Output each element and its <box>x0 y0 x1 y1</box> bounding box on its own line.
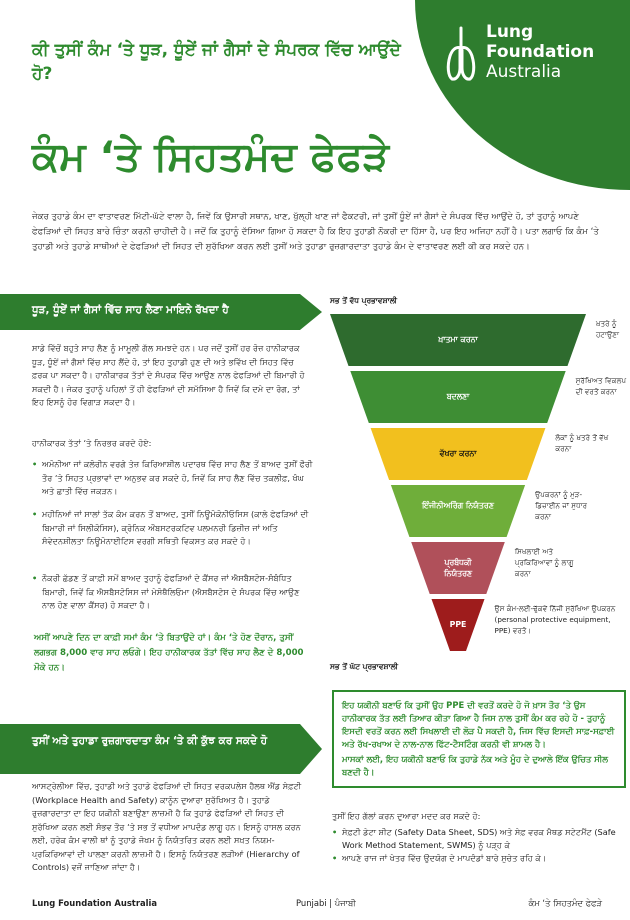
pyramid-tier-note: ਸੁਰੱਖਿਅਤ ਵਿਕਲਪ ਦੀ ਵਰਤੋਂ ਕਰਨਾ <box>575 376 627 396</box>
pyramid-tier-label: ਇੰਜੀਨੀਅਰਿੰਗ ਨਿਯੰਤਰਣ <box>422 501 494 510</box>
ppe-callout-text: ਇਹ ਯਕੀਨੀ ਬਣਾਓ ਕਿ ਤੁਸੀਂ ਉਹ PPE ਦੀ ਵਰਤੋਂ ਕਰਦੇ ਹੋ ਜੋ ਖ਼ਾਸ ਤੌਰ ‘ਤੇ ਉਸ ਹਾਨੀਕਾਰਕ ਤੱਤ ਲਈ ਤਿਆਰ ਕੀਤਾ ਗਿਆ ਹੈ ਜਿਸ ਨਾਲ ਤੁਸੀਂ ਕੰਮ ਕਰ ਰਹੇ ਹੋ - ਤੁਹਾਨੂੰ ਇਸਦੀ ਵਰਤੋਂ ਕਰਨ ਲਈ ਸਿਖਲਾਈ ਦੀ ਲੋੜ ਪੈ ਸਕਦੀ ਹੈ, ਜਿਸ ਵਿੱਚ ਇਸਦੀ ਸਾਫ਼-ਸਫ਼ਾਈ ਅਤੇ ਰੱਖ-ਰਖਾਅ ਦੇ ਨਾਲ-ਨਾਲ ਫਿੱਟ-ਟੈਸਟਿੰਗ ਕਰਨੀ ਵੀ ਸ਼ਾਮਲ ਹੈ। <box>342 700 615 749</box>
list-item: • ਆਪਣੇ ਰਾਜ ਜਾਂ ਖੇਤਰ ਵਿੱਚ ਉਦਯੋਗ ਦੇ ਮਾਪਦੰਡਾਂ ਬਾਰੇ ਸੁਚੇਤ ਰਹਿ ਕੇ। <box>332 852 622 865</box>
pyramid-tier-note: ਸਿਖਲਾਈ ਅਤੇ ਪ੍ਰਕਿਰਿਆਵਾਂ ਨੂੰ ਲਾਗੂ ਕਰਨਾ <box>514 547 574 578</box>
pyramid-tier-note: ਲੋਕਾਂ ਨੂੰ ਖ਼ਤਰੇ ਤੋਂ ਵੱਖ ਕਰਨਾ <box>555 433 609 453</box>
page-footer <box>0 890 630 920</box>
pyramid-tier-label: PPE <box>449 620 467 629</box>
highlight-callout: ਅਸੀਂ ਆਪਣੇ ਦਿਨ ਦਾ ਕਾਫ਼ੀ ਸਮਾਂ ਕੰਮ ‘ਤੇ ਬਿਤਾਉਂਦੇ ਹਾਂ। ਕੰਮ ‘ਤੇ ਹੋਣ ਦੌਰਾਨ, ਤੁਸੀਂ ਲਗਭਗ 8,000 ਵਾਰ ਸਾਹ ਲਓਗੇ। ਇਹ ਹਾਨੀਕਾਰਕ ਤੱਤਾਂ ਵਿੱਚ ਸਾਹ ਲੈਣ ਦੇ 8,000 ਮੌਕੇ ਹਨ। <box>34 633 304 673</box>
lung-foundation-logo <box>442 22 612 92</box>
pyramid-tier <box>391 485 525 537</box>
hierarchy-of-controls-pyramid <box>330 296 628 676</box>
footer-doc-title: ਕੰਮ ‘ਤੇ ਸਿਹਤਮੰਦ ਫੇਫੜੇ <box>528 898 602 908</box>
intro-paragraph: ਜੇਕਰ ਤੁਹਾਡੇ ਕੰਮ ਦਾ ਵਾਤਾਵਰਣ ਮਿੱਟੀ-ਘੱਟੇ ਵਾਲਾ ਹੈ, ਜਿਵੇਂ ਕਿ ਉਸਾਰੀ ਸਥਾਨ, ਖਾਣ, ਖੁੱਲ੍ਹੀ ਖਾਣ ਜਾਂ ਫੈਕਟਰੀ, ਜਾਂ ਤੁਸੀਂ ਧੂੰਏਂ ਜਾਂ ਗੈਸਾਂ ਦੇ ਸੰਪਰਕ ਵਿੱਚ ਆਉਂਦੇ ਹੋ, ਤਾਂ ਤੁਹਾਨੂੰ ਆਪਣੇ ਫੇਫੜਿਆਂ ਦੀ ਸਿਹਤ ਬਾਰੇ ਚਿੰਤਾ ਕਰਨੀ ਚਾਹੀਦੀ ਹੈ। ਜਦੋਂ ਕਿ ਤੁਹਾਨੂੰ ਦੱਸਿਆ ਗਿਆ ਹੋ ਸਕਦਾ ਹੈ ਕਿ ਇਹ ਤੁਹਾਡੀ ਨੌਕਰੀ ਦਾ ਹਿੱਸਾ ਹੈ, ਪਰ ਇਹ ਅਜਿਹਾ ਨਹੀਂ ਹੈ। ਪਤਾ ਲਗਾਓ ਕਿ ਕੰਮ ‘ਤੇ ਤੁਹਾਡੀ ਅਤੇ ਤੁਹਾਡੇ ਸਾਥੀਆਂ ਦੇ ਫੇਫੜਿਆਂ ਦੀ ਸਿਹਤ ਦੀ ਸੁਰੱਖਿਆ ਕਰਨ ਲਈ ਤੁਸੀਂ ਅਤੇ ਤੁਹਾਡਾ ਰੁਜ਼ਗਾਰਦਾਤਾ ਤੁਹਾਡੇ ਕੰਮ ਦੇ ਵਾਤਾਵਰਣ ਲਈ ਕੀ ਕਰ ਸਕਦੇ ਹਨ। <box>32 212 599 252</box>
logo-line-3: Australia <box>486 62 562 82</box>
section-heading-breathing: ਧੂੜ, ਧੂੰਏਂ ਜਾਂ ਗੈਸਾਂ ਵਿੱਚ ਸਾਹ ਲੈਣਾ ਮਾਇਨੇ ਰੱਖਦਾ ਹੈ <box>0 294 300 330</box>
section-heading-what-you-can-do: ਤੁਸੀਂ ਅਤੇ ਤੁਹਾਡਾ ਰੁਜ਼ਗਾਰਦਾਤਾ ਕੰਮ ‘ਤੇ ਕੀ ਕੁੱਝ ਕਰ ਸਕਦੇ ਹੋ <box>0 724 300 774</box>
logo-text <box>486 22 594 82</box>
pyramid-tier-label: ਖ਼ਾਤਮਾ ਕਰਨਾ <box>438 335 478 344</box>
list-item: • ਅਮੋਨੀਆ ਜਾਂ ਕਲੋਰੀਨ ਵਰਗੇ ਤੇਜ਼ ਕਿਰਿਆਸ਼ੀਲ ਪਦਾਰਥ ਵਿੱਚ ਸਾਹ ਲੈਣ ਤੋਂ ਬਾਅਦ ਤੁਸੀਂ ਫੌਰੀ ਤੌਰ ‘ਤੇ ਸਿਹਤ ਪ੍ਰਭਾਵਾਂ ਦਾ ਅਨੁਭਵ ਕਰ ਸਕਦੇ ਹੋ, ਜਿਵੇਂ ਕਿ ਸਾਹ ਲੈਣ ਵਿੱਚ ਤਕਲੀਫ਼, ਖੰਘ ਅਤੇ ਛਾਤੀ ਵਿੱਚ ਜਕੜਨ। <box>32 458 314 499</box>
pyramid-bottom-label: ਸਭ ਤੋਂ ਘੱਟ ਪ੍ਰਭਾਵਸ਼ਾਲੀ <box>330 662 399 671</box>
header-question: ਕੀ ਤੁਸੀਂ ਕੰਮ ‘ਤੇ ਧੂੜ, ਧੂੰਏਂ ਜਾਂ ਗੈਸਾਂ ਦੇ ਸੰਪਰਕ ਵਿੱਚ ਆਉਂਦੇ ਹੋ? <box>32 40 401 84</box>
pyramid-tier-note: ਉਪਕਰਨਾਂ ਨੂੰ ਮੁੜ-ਡਿਜ਼ਾਈਨ ਜਾਂ ਸੁਧਾਰ ਕਰਨਾ <box>535 490 588 521</box>
mask-callout-text: ਮਾਸਕਾਂ ਲਈ, ਇਹ ਯਕੀਨੀ ਬਣਾਓ ਕਿ ਤੁਹਾਡੇ ਨੱਕ ਅਤੇ ਮੂੰਹ ਦੇ ਦੁਆਲੇ ਇੱਕ ਉਚਿਤ ਸੀਲ ਬਣਦੀ ਹੈ। <box>342 754 608 777</box>
list-item: • ਮਹੀਨਿਆਂ ਜਾਂ ਸਾਲਾਂ ਤੱਕ ਕੰਮ ਕਰਨ ਤੋਂ ਬਾਅਦ, ਤੁਸੀਂ ਨਿਊਮੋਕੋਨੀਓਸਿਸ (ਕਾਲੇ ਫੇਫੜਿਆਂ ਦੀ ਬਿਮਾਰੀ ਜਾਂ ਸਿਲੀਕੋਸਿਸ), ਕ੍ਰੋਨਿਕ ਔਬਸਟਰਕਟਿਵ ਪਲਮਨਰੀ ਡਿਜ਼ੀਜ਼ ਜਾਂ ਅਤਿ ਸੰਵੇਦਨਸ਼ੀਲਤਾ ਨਿਊਮੋਨਾਈਟਿਸ ਵਰਗੀ ਸਥਿਤੀ ਵਿਕਸਤ ਕਰ ਸਕਦੇ ਹੋ। <box>32 508 314 549</box>
list-item: • ਸੇਫ਼ਟੀ ਡੇਟਾ ਸ਼ੀਟ (Safety Data Sheet, SDS) ਅਤੇ ਸੇਫ਼ ਵਰਕ ਮੈਥਡ ਸਟੇਟਮੈਂਟ (Safe Work Method Statement, SWMS) ਨੂੰ ਪੜ੍ਹ ਕੇ <box>332 826 622 852</box>
pyramid-tier-note: ਉਸ ਕੰਮ-ਲਈ-ਢੁੱਕਵੇਂ ਨਿੱਜੀ ਸੁਰੱਖਿਆ ਉਪਕਰਨ (personal protective equipment, PPE) ਵਰਤੋ। <box>494 604 616 635</box>
page-title: ਕੰਮ ‘ਤੇ ਸਿਹਤਮੰਦ ਫੇਫੜੇ <box>32 134 390 180</box>
section1-lead-in: ਹਾਨੀਕਾਰਕ ਤੱਤਾਂ ‘ਤੇ ਨਿਰਭਰ ਕਰਦੇ ਹੋਏ: <box>32 438 152 448</box>
lungs-icon <box>442 24 480 82</box>
logo-line-2: Foundation <box>486 42 595 62</box>
pyramid-tier-label: ਵੱਖਰਾ ਕਰਨਾ <box>439 449 477 458</box>
pyramid-tier-label: ਬਦਲਣਾ <box>446 392 470 401</box>
list-item: • ਨੌਕਰੀ ਛੱਡਣ ਤੋਂ ਕਾਫ਼ੀ ਸਮੇਂ ਬਾਅਦ ਤੁਹਾਨੂੰ ਫੇਫੜਿਆਂ ਦੇ ਕੈਂਸਰ ਜਾਂ ਐਸਬੈਸਟੋਸ-ਸੰਬੰਧਿਤ ਬਿਮਾਰੀ, ਜਿਵੇਂ ਕਿ ਐਸਬੈਸਟੋਸਿਸ ਜਾਂ ਮੇਸੋਥੈਲਿਓਮਾ (ਐਸਬੈਸਟੋਸ ਦੇ ਸੰਪਰਕ ਵਿੱਚ ਆਉਣ ਨਾਲ ਹੋਣ ਵਾਲਾ ਕੈਂਸਰ) ਹੋ ਸਕਦਾ ਹੈ। <box>32 572 314 613</box>
footer-org: Lung Foundation Australia <box>32 898 157 908</box>
ppe-callout-box <box>332 690 626 788</box>
section2-paragraph: ਆਸਟ੍ਰੇਲੀਆ ਵਿੱਚ, ਤੁਹਾਡੀ ਅਤੇ ਤੁਹਾਡੇ ਫੇਫੜਿਆਂ ਦੀ ਸਿਹਤ ਵਰਕਪਲੇਸ ਹੈਲਥ ਐਂਡ ਸੇਫ਼ਟੀ (Workplace Health and Safety) ਕਾਨੂੰਨ ਦੁਆਰਾ ਸੁਰੱਖਿਅਤ ਹੈ। ਤੁਹਾਡੇ ਰੁਜ਼ਗਾਰਦਾਤਾ ਦਾ ਇਹ ਯਕੀਨੀ ਬਣਾਉਣਾ ਲਾਜ਼ਮੀ ਹੈ ਕਿ ਤੁਹਾਡੇ ਫੇਫੜਿਆਂ ਦੀ ਸਿਹਤ ਦੀ ਸੁਰੱਖਿਆ ਕਰਨ ਲਈ ਸੰਭਵ ਤੌਰ ‘ਤੇ ਸਭ ਤੋਂ ਵਧੀਆ ਮਾਪਦੰਡ ਲਾਗੂ ਹਨ। ਇਸਨੂੰ ਹਾਸਲ ਕਰਨ ਲਈ, ਹਰੇਕ ਕੰਮ ਵਾਲੀ ਥਾਂ ਨੂੰ ਤੁਹਾਡੇ ਜੋਖਮ ਨੂੰ ਨਿਯੰਤਰਿਤ ਕਰਨ ਲਈ ਸਖ਼ਤ ਨਿਯਮ-ਪ੍ਰਕਿਰਿਆਵਾਂ ਦੀ ਪਾਲਣਾ ਕਰਨੀ ਲਾਜ਼ਮੀ ਹੈ। ਇਸਨੂੰ ਨਿਯੰਤਰਣ ਲੜੀਆਂ (Hierarchy of Controls) ਵਜੋਂ ਜਾਣਿਆ ਜਾਂਦਾ ਹੈ। <box>32 781 302 872</box>
footer-language: Punjabi | ਪੰਜਾਬੀ <box>296 898 356 908</box>
help-lead-in: ਤੁਸੀਂ ਇਹ ਗੱਲਾਂ ਕਰਨ ਦੁਆਰਾ ਮਦਦ ਕਰ ਸਕਦੇ ਹੋ: <box>332 811 481 821</box>
pyramid-tier-label: ਪ੍ਰਬੰਧਕੀ ਨਿਯੰਤਰਣ <box>443 558 472 578</box>
pyramid-top-label: ਸਭ ਤੋਂ ਵੱਧ ਪ੍ਰਭਾਵਸ਼ਾਲੀ <box>330 296 398 305</box>
pyramid-tier-note: ਖ਼ਤਰੇ ਨੂੰ ਹਟਾਉਣਾ <box>596 319 620 339</box>
logo-line-1: Lung <box>486 22 534 42</box>
section1-paragraph: ਸਾਡੇ ਵਿੱਚੋਂ ਬਹੁਤੇ ਸਾਹ ਲੈਣ ਨੂੰ ਮਾਮੂਲੀ ਗੱਲ ਸਮਝਦੇ ਹਨ। ਪਰ ਜਦੋਂ ਤੁਸੀਂ ਹਰ ਰੋਜ਼ ਹਾਨੀਕਾਰਕ ਧੂੜ, ਧੂੰਏਂ ਜਾਂ ਗੈਸਾਂ ਵਿੱਚ ਸਾਹ ਲੈਂਦੇ ਹੋ, ਤਾਂ ਇਹ ਤੁਹਾਡੀ ਹੁਣ ਦੀ ਅਤੇ ਭਵਿੱਖ ਦੀ ਸਿਹਤ ਵਿੱਚ ਫ਼ਰਕ ਪਾ ਸਕਦਾ ਹੈ। ਹਾਨੀਕਾਰਕ ਤੱਤਾਂ ਦੇ ਸੰਪਰਕ ਵਿੱਚ ਆਉਣ ਨਾਲ ਫੇਫੜਿਆਂ ਦੀ ਬਿਮਾਰੀ ਹੋ ਸਕਦੀ ਹੈ। ਜੇਕਰ ਤੁਹਾਨੂੰ ਪਹਿਲਾਂ ਤੋਂ ਹੀ ਫੇਫੜਿਆਂ ਦੀ ਸਮੱਸਿਆ ਹੈ ਜਿਵੇਂ ਕਿ ਦਮੇ ਦਾ ਰੋਗ, ਤਾਂ ਇਹ ਇਸਨੂੰ ਹੋਰ ਵਿਗਾੜ ਸਕਦਾ ਹੈ। <box>32 343 305 407</box>
